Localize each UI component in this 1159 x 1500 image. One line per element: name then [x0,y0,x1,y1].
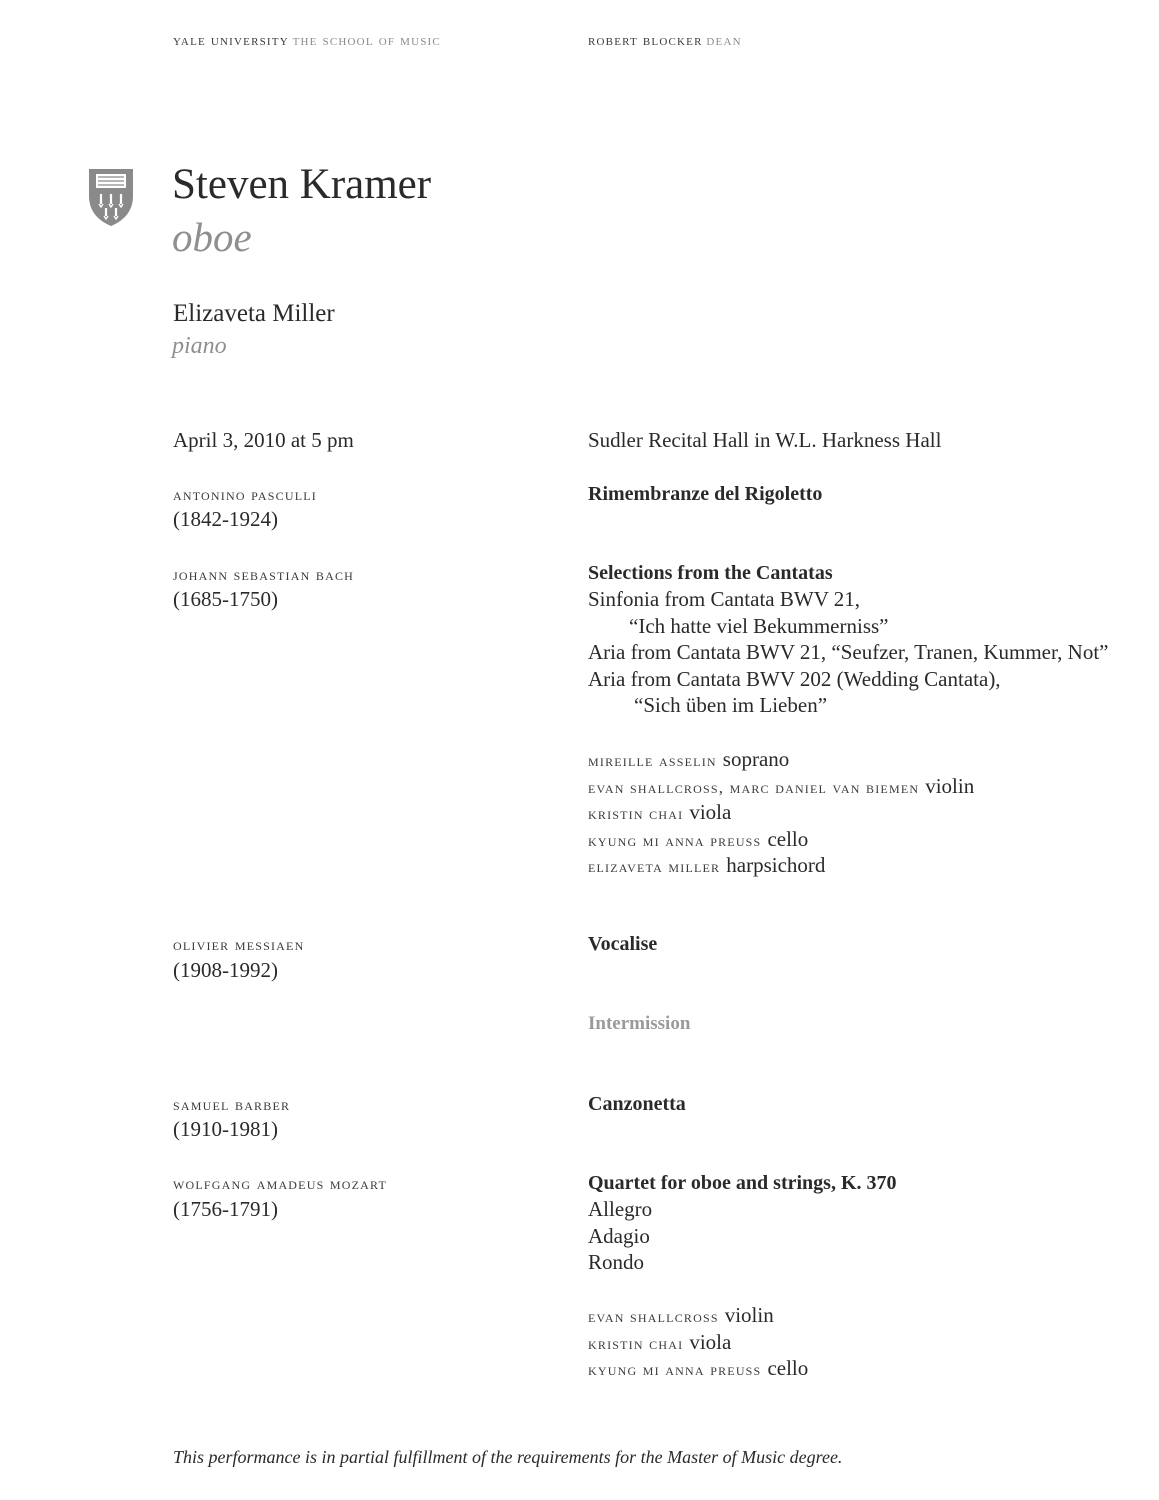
performer-row [588,773,974,800]
work-title: Selections from the Cantatas [588,562,833,584]
dean-name: robert blocker [588,33,703,49]
event-date: April 3, 2010 at 5 pm [173,428,354,452]
composer-name: antonino pasculli [173,485,317,504]
composer-name: samuel barber [173,1095,291,1114]
performer-name: kyung mi anna preuss [588,1360,762,1379]
work-details [588,586,1108,719]
performer-row [588,1302,808,1329]
work-title: Vocalise [588,933,658,955]
composer-dates: (1685-1750) [173,587,278,611]
accompanist-instrument: piano [172,333,227,359]
performer-list [588,746,974,879]
performer-name: elizaveta miller [588,857,721,876]
performer-role: cello [767,826,809,851]
performer-name: evan shallcross, marc daniel van biemen [588,777,920,797]
university-name: yale university [173,33,289,49]
event-venue: Sudler Recital Hall in W.L. Harkness Hall [588,428,942,452]
footer-note: This performance is in partial fulfillment of the requirements for the Master of Music degree. [173,1447,843,1467]
work-line: Aria from Cantata BWV 21, “Seufzer, Tranen, Kummer, Not” [588,640,1109,664]
performer-row [588,826,974,853]
work-title: Quartet for oboe and strings, K. 370 [588,1172,897,1194]
composer-name: olivier messiaen [173,935,305,954]
performer-name: kristin chai [588,804,684,823]
intermission: Intermission [588,1013,691,1034]
performer-instrument: oboe [172,214,252,260]
performer-role: viola [689,800,732,824]
performer-name: kyung mi anna preuss [588,830,762,850]
movement: Allegro [588,1197,653,1221]
performer-name: kristin chai [588,1333,684,1353]
movement-list [588,1196,652,1276]
performer-row [588,1329,808,1356]
header-dean [588,33,742,50]
performer-row [588,852,974,879]
performer-name: Steven Kramer [172,161,432,208]
performer-row [588,799,974,826]
performer-row [588,746,974,773]
work-line: “Ich hatte viel Bekummerniss” [629,613,889,638]
work-line: Aria from Cantata BWV 202 (Wedding Cantata), [588,666,1001,691]
header-school [173,33,441,50]
dean-title: dean [706,33,742,49]
work-line: Sinfonia from Cantata BWV 21, [588,587,860,611]
movement: Adagio [588,1223,650,1248]
composer-name: wolfgang amadeus mozart [173,1174,388,1193]
composer-dates: (1756-1791) [173,1197,278,1221]
performer-row [588,1355,808,1382]
composer-name: johann sebastian bach [173,565,355,584]
performer-role: cello [767,1356,809,1380]
work-title: Canzonetta [588,1093,686,1115]
performer-name: evan shallcross [588,1307,719,1326]
school-name: the school of music [292,33,441,49]
performer-role: violin [724,1303,774,1327]
performer-role: harpsichord [726,853,826,877]
composer-dates: (1908-1992) [173,958,278,982]
performer-role: soprano [722,747,790,771]
performer-role: violin [925,773,975,798]
accompanist-name: Elizaveta Miller [173,300,335,327]
work-line: “Sich üben im Lieben” [634,693,828,717]
performer-name: mireille asselin [588,751,717,770]
performer-list [588,1302,808,1382]
yale-shield-icon [86,166,136,228]
composer-dates: (1910-1981) [173,1117,278,1141]
performer-role: viola [689,1329,732,1354]
work-title: Rimembranze del Rigoletto [588,483,823,505]
composer-dates: (1842-1924) [173,507,278,531]
movement: Rondo [588,1250,645,1274]
